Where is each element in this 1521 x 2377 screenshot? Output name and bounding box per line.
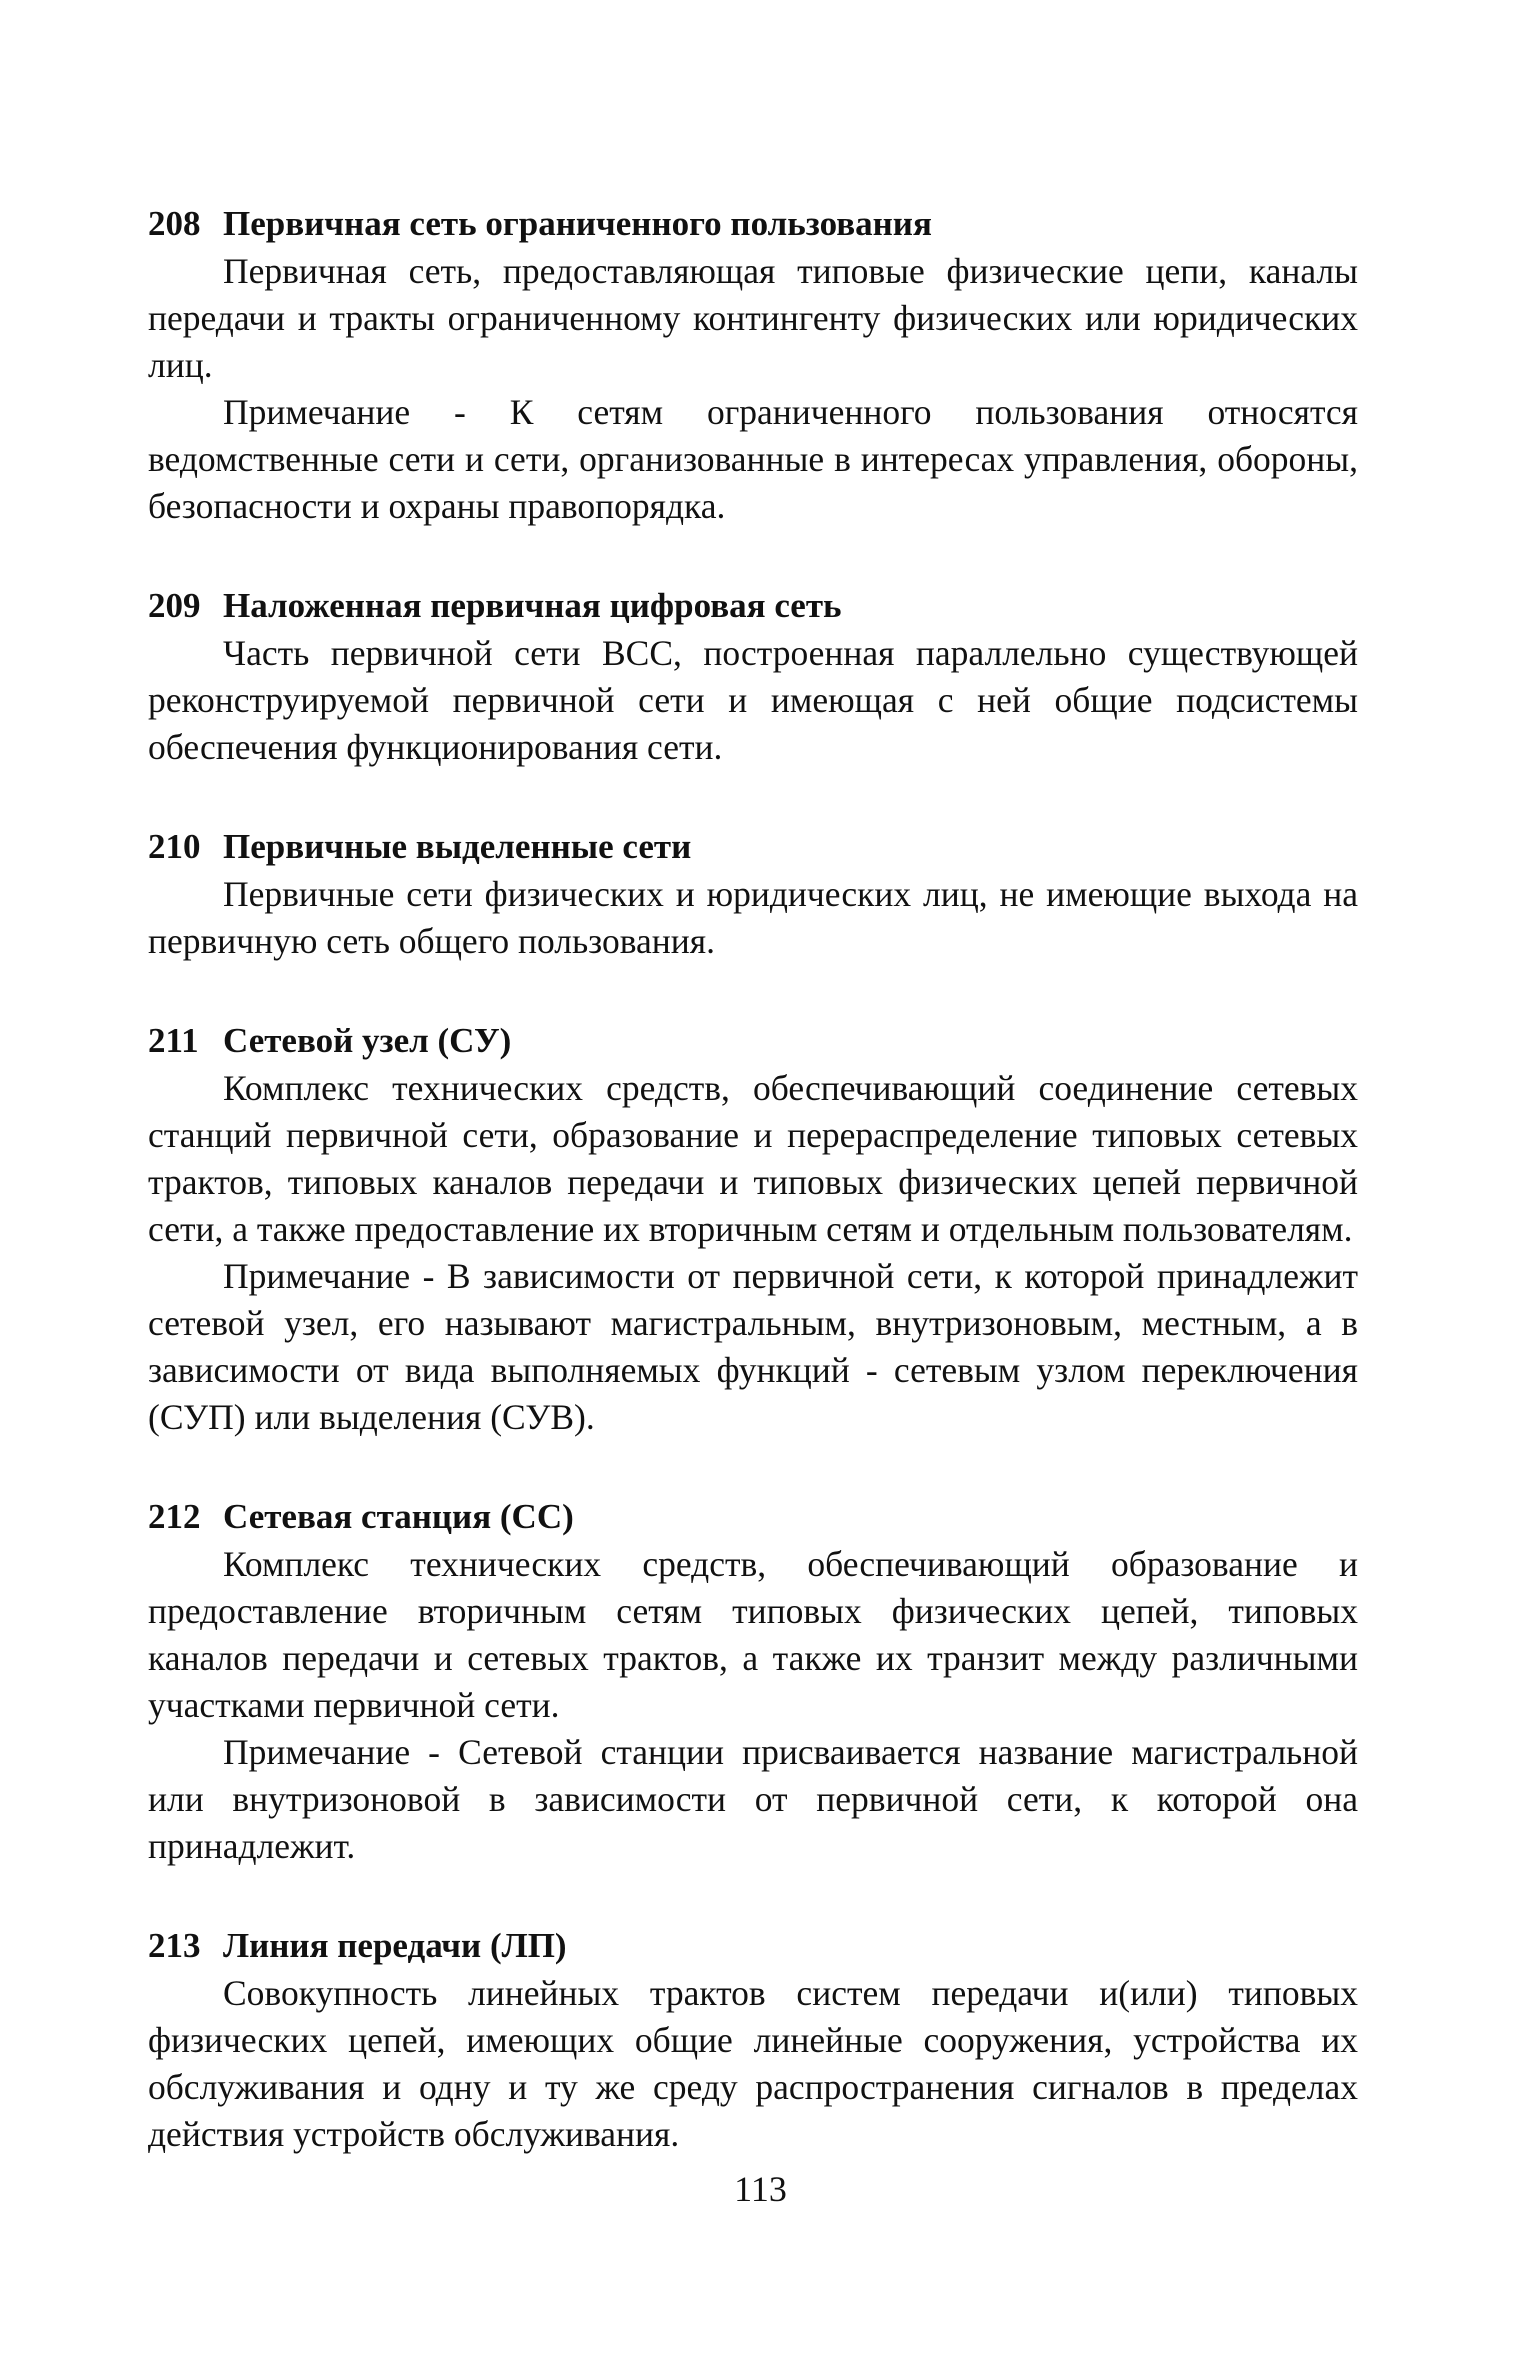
term-number: 213: [148, 1926, 201, 1965]
term-definition: Совокупность линейных трактов систем передачи и(или) типовых физических цепей, имеющих общие линейные сооружения, устройства их обслуживания и одну и ту же среду распространения сигналов в пределах действия устройств обслуживания.: [148, 1973, 1358, 2154]
term-definition: Первичная сеть, предоставляющая типовые физические цепи, каналы передачи и тракты ограниченному контингенту физических или юридических лиц.: [148, 251, 1358, 385]
term-heading: [148, 1493, 1358, 1541]
term-heading: [148, 1017, 1358, 1065]
term-entry-208: [148, 200, 1358, 530]
term-heading: [148, 582, 1358, 630]
term-number: 208: [148, 204, 201, 243]
term-title: Наложенная первичная цифровая сеть: [223, 586, 842, 625]
term-heading: [148, 200, 1358, 248]
term-title: Первичные выделенные сети: [223, 827, 692, 866]
term-entry-209: [148, 582, 1358, 771]
term-number: 212: [148, 1497, 201, 1536]
term-heading: [148, 823, 1358, 871]
term-number: 209: [148, 586, 201, 625]
term-definition: Часть первичной сети ВСС, построенная параллельно существующей реконструируемой первичной сети и имеющая с ней общие подсистемы обеспечения функционирования сети.: [148, 633, 1358, 767]
term-note: Примечание - К сетям ограниченного пользования относятся ведомственные сети и сети, организованные в интересах управления, обороны, безопасности и охраны правопорядка.: [148, 392, 1358, 526]
term-definition: Комплекс технических средств, обеспечивающий соединение сетевых станций первичной сети, образование и перераспределение типовых сетевых трактов, типовых каналов передачи и типовых физических цепей первичной сети, а также предоставление их вторичным сетям и отдельным пользователям.: [148, 1068, 1358, 1249]
term-title: Линия передачи (ЛП): [223, 1926, 567, 1965]
term-title: Сетевой узел (СУ): [223, 1021, 512, 1060]
term-definition: Первичные сети физических и юридических лиц, не имеющие выхода на первичную сеть общего пользования.: [148, 874, 1358, 961]
term-definition: Комплекс технических средств, обеспечивающий образование и предоставление вторичным сетям типовых физических цепей, типовых каналов передачи и сетевых трактов, а также их транзит между различными участками первичной сети.: [148, 1544, 1358, 1725]
term-entry-211: [148, 1017, 1358, 1441]
term-number: 211: [148, 1021, 199, 1060]
term-title: Первичная сеть ограниченного пользования: [223, 204, 932, 243]
term-number: 210: [148, 827, 201, 866]
term-entry-212: [148, 1493, 1358, 1870]
term-title: Сетевая станция (СС): [223, 1497, 574, 1536]
term-entry-213: [148, 1922, 1358, 2158]
document-page: [148, 200, 1358, 2210]
page-number: 113: [734, 2169, 787, 2209]
term-heading: [148, 1922, 1358, 1970]
term-entry-210: [148, 823, 1358, 965]
term-note: Примечание - Сетевой станции присваивается название магистральной или внутризоновой в зависимости от первичной сети, к которой она принадлежит.: [148, 1732, 1358, 1866]
term-note: Примечание - В зависимости от первичной сети, к которой принадлежит сетевой узел, его называют магистральным, внутризоновым, местным, а в зависимости от вида выполняемых функций - сетевым узлом переключения (СУП) или выделения (СУВ).: [148, 1256, 1358, 1437]
